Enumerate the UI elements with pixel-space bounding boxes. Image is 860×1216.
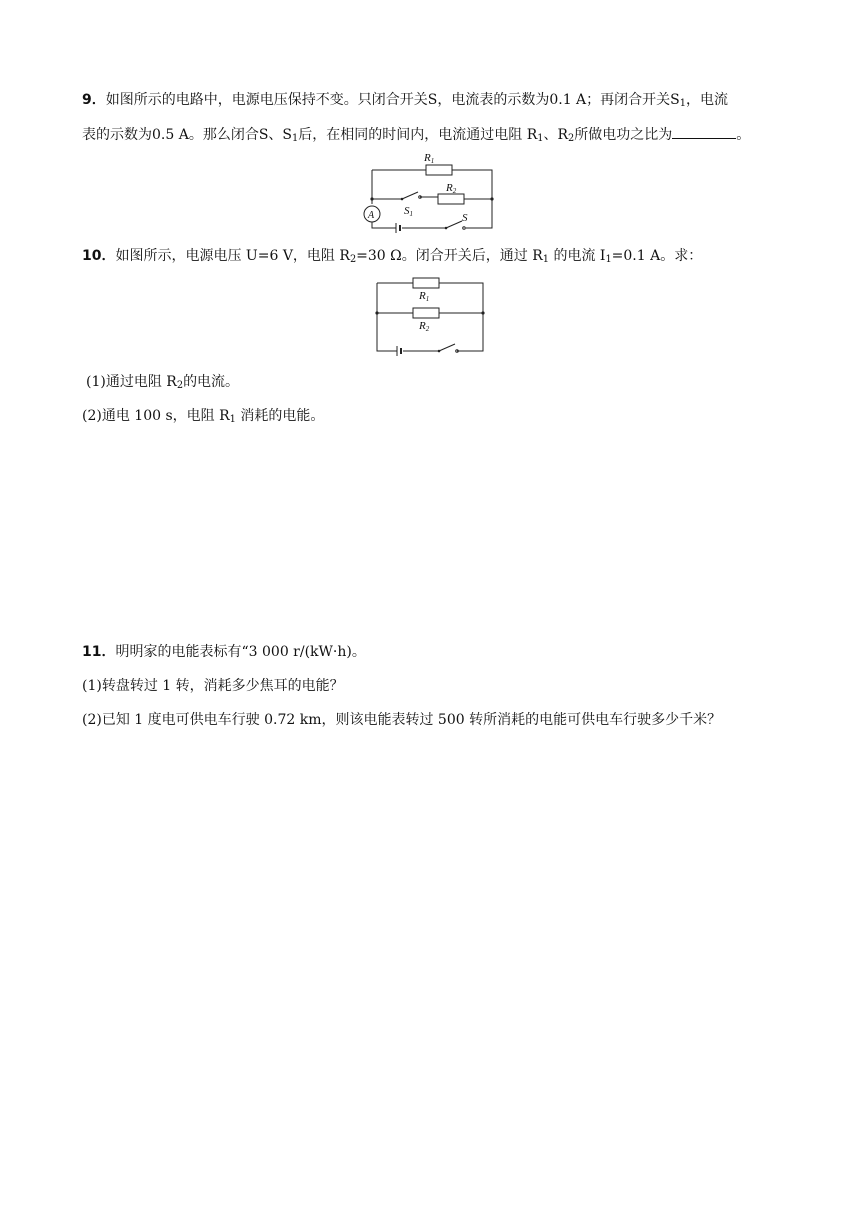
q9-text-2-tail: 。 xyxy=(736,127,751,143)
q9-sub-1: 1 xyxy=(679,98,686,109)
q10-part-1: (1)通过电阻 $R_2$的电流。 xyxy=(86,374,240,391)
q9-text-2-mid2: 、R xyxy=(543,127,569,143)
svg-text:S: S xyxy=(462,212,468,224)
q10-circuit-diagram xyxy=(375,277,485,353)
q9-s1-switch xyxy=(402,192,418,199)
svg-text:R1: R1 xyxy=(419,290,430,303)
q10-switch xyxy=(439,344,455,351)
q9-number: 9． xyxy=(82,92,106,108)
q9-sub-4: 2 xyxy=(568,133,575,144)
q10-text-1-end: =0.1 A。求： xyxy=(611,248,703,264)
q10-text-1-mid: =30 Ω。闭合开关后，通过 R xyxy=(356,248,543,264)
q9-r2-resistor xyxy=(438,194,464,204)
svg-text:S1: S1 xyxy=(404,205,413,218)
q11-part-2: (2)已知 1 度电可供电车行驶 0.72 km，则该电能表转过 500 转所消耗的电能可供电车行驶多少千米？ xyxy=(82,712,722,728)
q10-r1-resistor xyxy=(413,278,439,288)
q10-text-1: 如图所示，电源电压 U=6 V，电阻 R xyxy=(115,248,350,264)
svg-text:A: A xyxy=(368,210,375,221)
q10-sub-2: 1 xyxy=(542,254,549,265)
q11-text-1: 明明家的电能表标有“3 000 r/(kW·h)。 xyxy=(115,644,366,660)
q9-text-1: 如图所示的电路中，电源电压保持不变。只闭合开关S，电流表的示数为0.1 A；再闭合开关S xyxy=(105,92,680,108)
q9-sub-3: 1 xyxy=(537,133,544,144)
q10-r2-resistor xyxy=(413,308,439,318)
q9-text-2: 表的示数为0.5 A。那么闭合S、S xyxy=(82,127,293,143)
q10-number: 10． xyxy=(82,248,116,264)
q10-text-1-mid2: 的电流 I xyxy=(549,248,606,264)
q9-line-1 xyxy=(82,90,728,114)
q9-text-2-end: 所做电功之比为 xyxy=(574,127,673,143)
q10-sub-3: 1 xyxy=(605,254,612,265)
q11-number: 11． xyxy=(82,644,116,660)
q9-text-1-end: ，电流 xyxy=(686,92,728,108)
q9-s-switch xyxy=(446,221,462,228)
answer-blank[interactable] xyxy=(672,124,736,139)
svg-text:R2: R2 xyxy=(419,320,430,333)
q10-line-1 xyxy=(82,246,702,270)
q10-sub-1: 2 xyxy=(349,254,357,265)
q9-sub-2: 1 xyxy=(292,133,299,144)
q10-part-2: (2)通电 100 s，电阻 $R_1$ 消耗的电能。 xyxy=(82,408,325,425)
q9-circuit-diagram xyxy=(362,150,502,240)
q11-part-1: (1)转盘转过 1 转，消耗多少焦耳的电能？ xyxy=(82,678,344,694)
q9-text-2-mid: 后，在相同的时间内，电流通过电阻 R xyxy=(298,127,538,143)
q11-line-1 xyxy=(82,642,366,662)
svg-text:R1: R1 xyxy=(424,152,435,165)
q9-line-2 xyxy=(82,124,750,149)
svg-text:R2: R2 xyxy=(446,182,457,195)
q9-r1-resistor xyxy=(426,165,452,175)
